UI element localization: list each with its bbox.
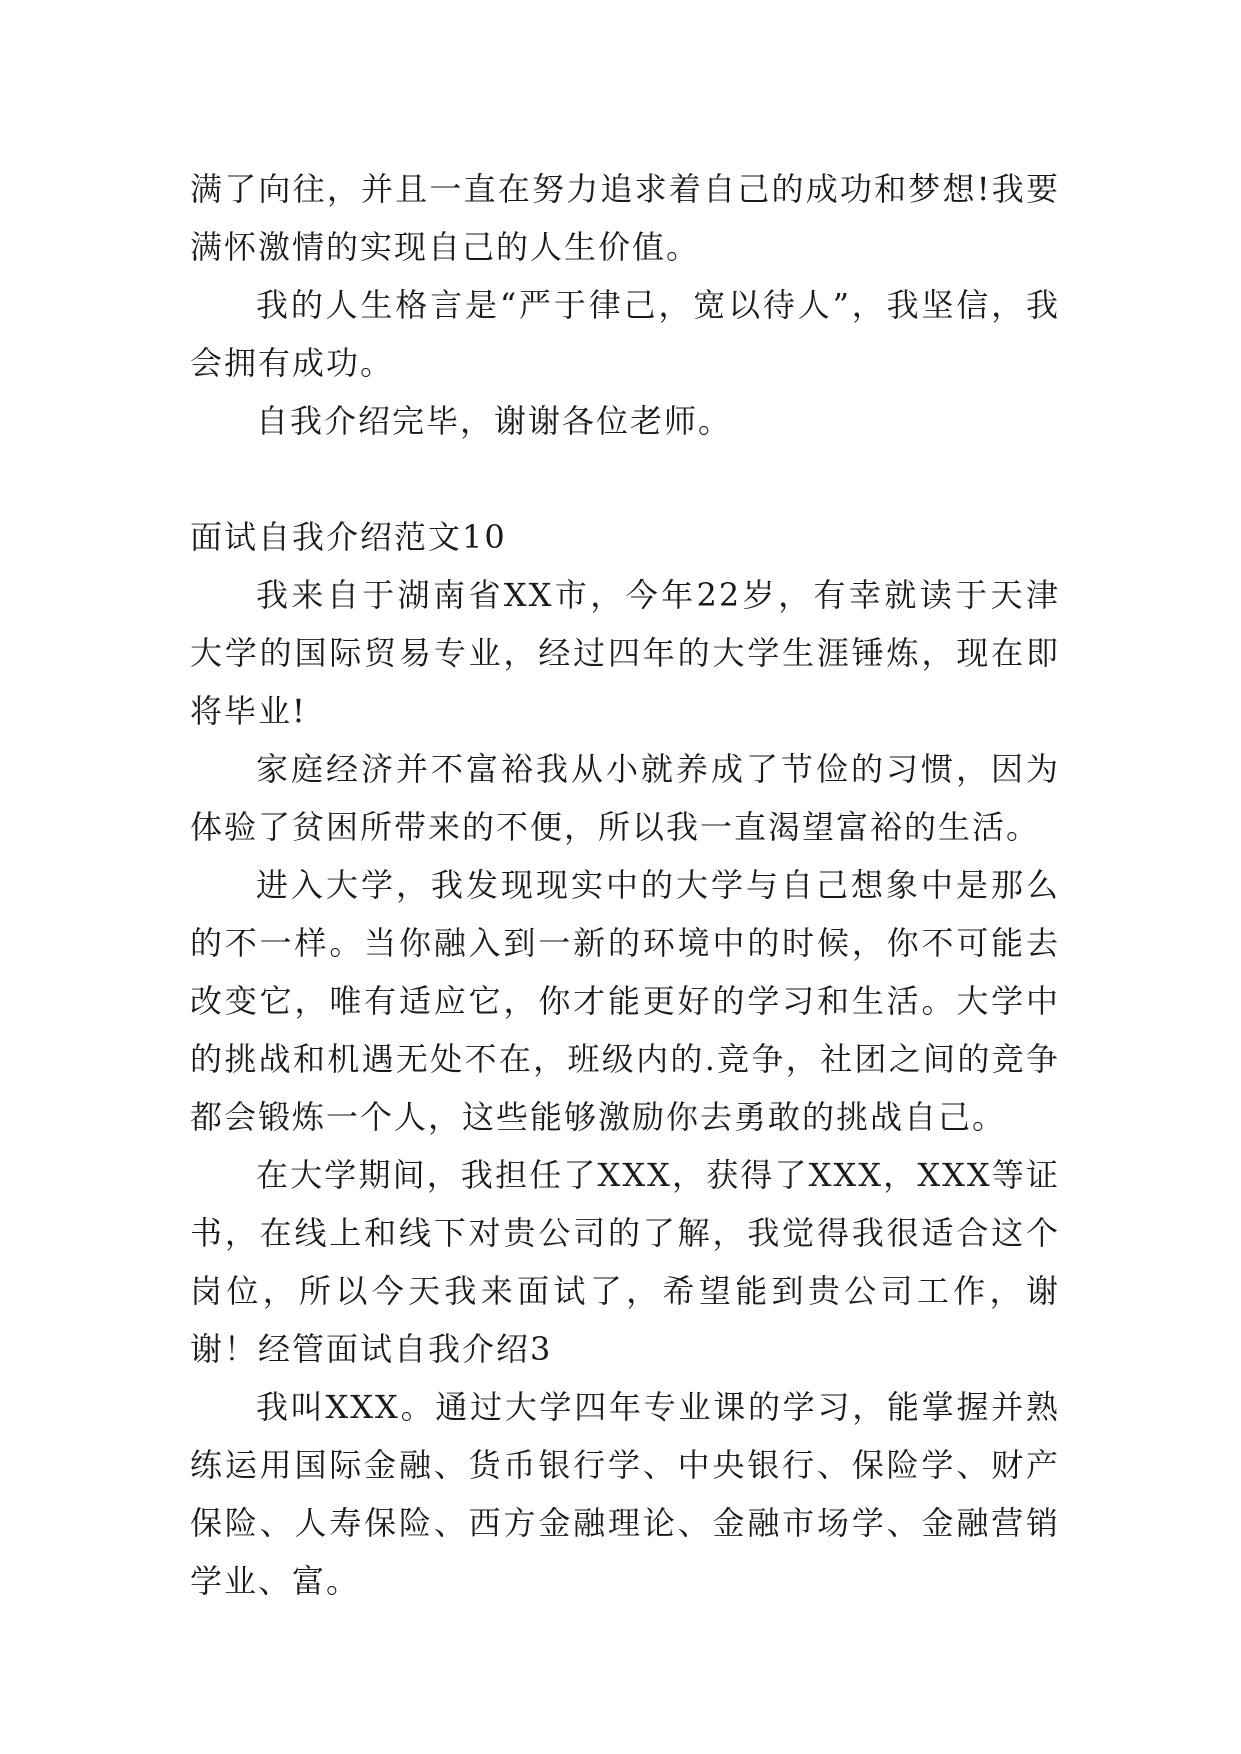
paragraph-family: 家庭经济并不富裕我从小就养成了节俭的习惯，因为体验了贫困所带来的不便，所以我一直渴望富裕的生活。 [190,750,1060,846]
paragraph-continuation: 满了向往，并且一直在努力追求着自己的成功和梦想!我要满怀激情的实现自己的人生价值。 [190,170,1060,266]
section-heading: 面试自我介绍范文10 [190,518,507,556]
paragraph-skills: 我叫XXX。通过大学四年专业课的学习，能掌握并熟练运用国际金融、货币银行学、中央银行、保险学、财产保险、人寿保险、西方金融理论、金融市场学、金融营销学业、富。 [190,1388,1060,1600]
paragraph-closing: 自我介绍完毕，谢谢各位老师。 [256,402,733,440]
paragraph-experience: 在大学期间，我担任了XXX，获得了XXX，XXX等证书，在线上和线下对贵公司的了解，我觉得我很适合这个岗位，所以今天我来面试了，希望能到贵公司工作，谢谢！经管面试自我介绍3 [190,1156,1060,1368]
paragraph-intro: 我来自于湖南省XX市，今年22岁，有幸就读于天津大学的国际贸易专业，经过四年的大学生涯锤炼，现在即将毕业! [190,576,1060,730]
document-body [190,160,1060,1610]
paragraph-motto: 我的人生格言是“严于律己，宽以待人”，我坚信，我会拥有成功。 [190,286,1060,382]
paragraph-university: 进入大学，我发现现实中的大学与自己想象中是那么的不一样。当你融入到一新的环境中的时候，你不可能去改变它，唯有适应它，你才能更好的学习和生活。大学中的挑战和机遇无处不在，班级内的.竞争，社团之间的竞争都会锻炼一个人，这些能够激励你去勇敢的挑战自己。 [190,866,1060,1136]
